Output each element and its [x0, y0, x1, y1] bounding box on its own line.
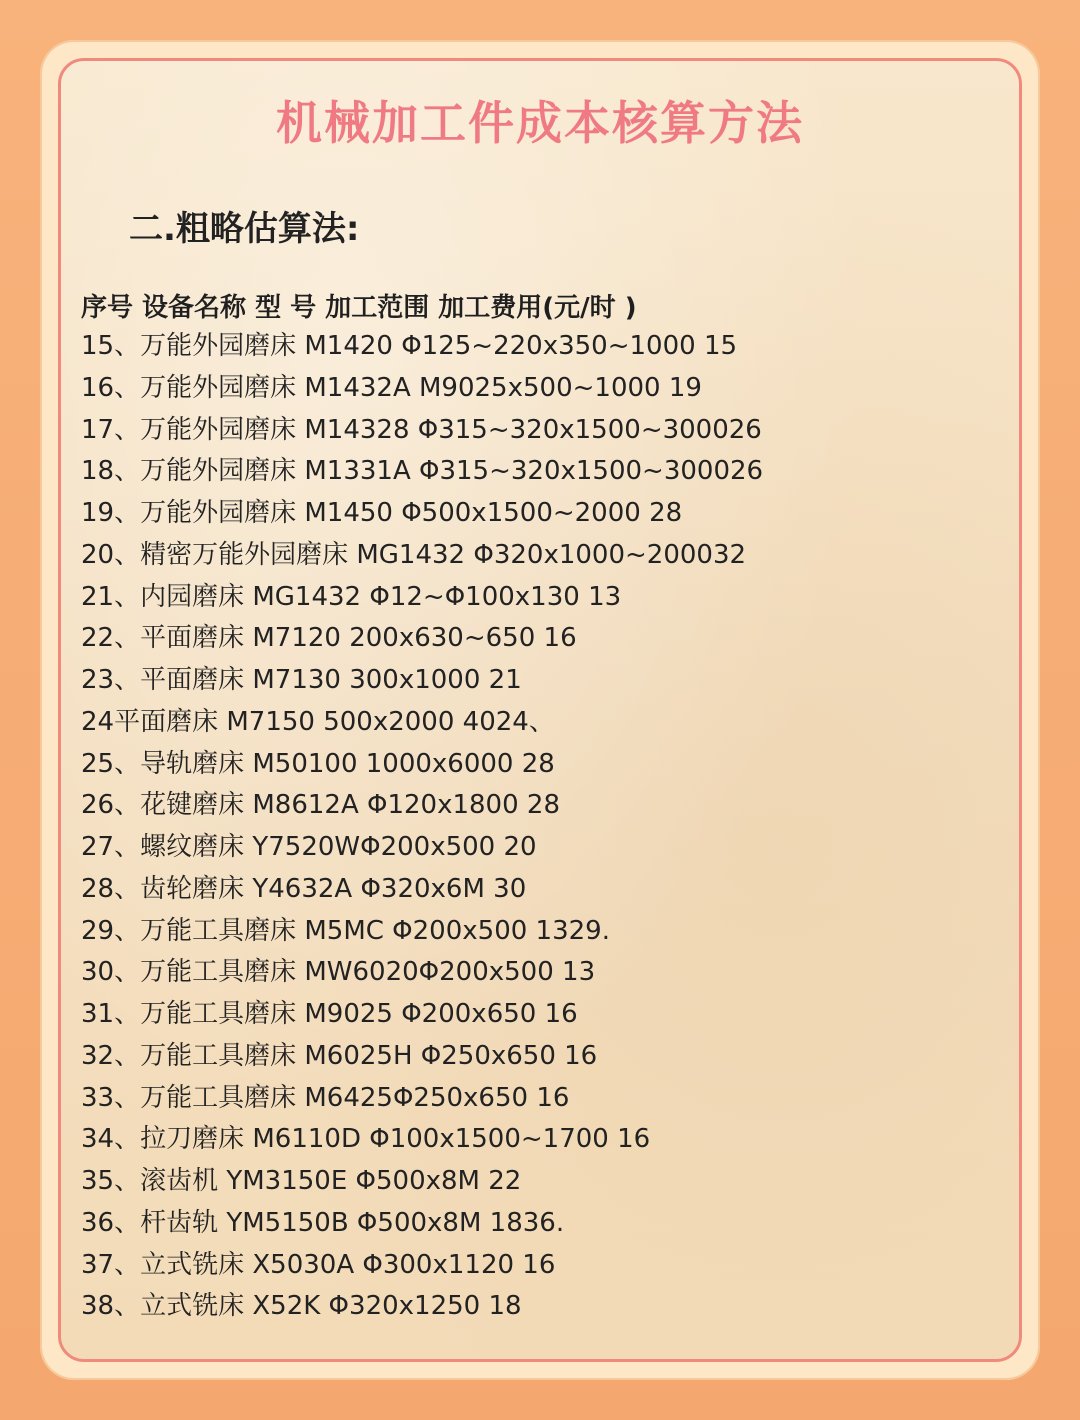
list-item: 23、平面磨床 M7130 300x1000 21 [81, 665, 522, 695]
list-item: 24平面磨床 M7150 500x2000 4024、 [81, 706, 555, 737]
list-item: 16、万能外园磨床 M1432A M9025x500~1000 19 [81, 372, 702, 403]
list-item: 30、万能工具磨床 MW6020Φ200x500 13 [81, 957, 596, 988]
list-item: 29、万能工具磨床 M5MC Φ200x500 1329. [81, 915, 610, 946]
page-title: 机械加工件成本核算方法 [276, 96, 804, 150]
document-paper [58, 58, 1022, 1362]
list-item: 19、万能外园磨床 M1450 Φ500x1500~2000 28 [81, 498, 683, 528]
list-item: 26、花键磨床 M8612A Φ120x1800 28 [81, 790, 560, 821]
list-item: 18、万能外园磨床 M1331A Φ315~320x1500~300026 [81, 456, 764, 487]
list-item: 31、万能工具磨床 M9025 Φ200x650 16 [81, 999, 578, 1029]
list-item: 22、平面磨床 M7120 200x630~650 16 [81, 623, 577, 654]
list-item: 33、万能工具磨床 M6425Φ250x650 16 [81, 1082, 570, 1113]
list-item: 28、齿轮磨床 Y4632A Φ320x6M 30 [81, 873, 527, 904]
list-item: 27、螺纹磨床 Y7520WΦ200x500 20 [81, 832, 537, 862]
list-item: 36、杆齿轨 YM5150B Φ500x8M 1836. [81, 1207, 565, 1238]
list-item: 37、立式铣床 X5030A Φ300x1120 16 [81, 1249, 556, 1280]
list-item: 34、拉刀磨床 M6110D Φ100x1500~1700 16 [81, 1124, 651, 1155]
list-item: 15、万能外园磨床 M1420 Φ125~220x350~1000 15 [81, 331, 738, 361]
table-header: 序号 设备名称 型 号 加工范围 加工费用(元/时 ) [81, 293, 637, 323]
list-item: 21、内园磨床 MG1432 Φ12~Φ100x130 13 [81, 581, 622, 612]
list-item: 25、导轨磨床 M50100 1000x6000 28 [81, 748, 555, 779]
list-item: 17、万能外园磨床 M14328 Φ315~320x1500~300026 [81, 414, 762, 445]
list-item: 38、立式铣床 X52K Φ320x1250 18 [81, 1291, 522, 1322]
list-item: 20、精密万能外园磨床 MG1432 Φ320x1000~200032 [81, 539, 747, 570]
equipment-list [81, 326, 1001, 1328]
list-item: 35、滚齿机 YM3150E Φ500x8M 22 [81, 1166, 522, 1196]
section-heading: 二.粗略估算法: [129, 209, 360, 249]
list-item: 32、万能工具磨床 M6025H Φ250x650 16 [81, 1040, 598, 1071]
